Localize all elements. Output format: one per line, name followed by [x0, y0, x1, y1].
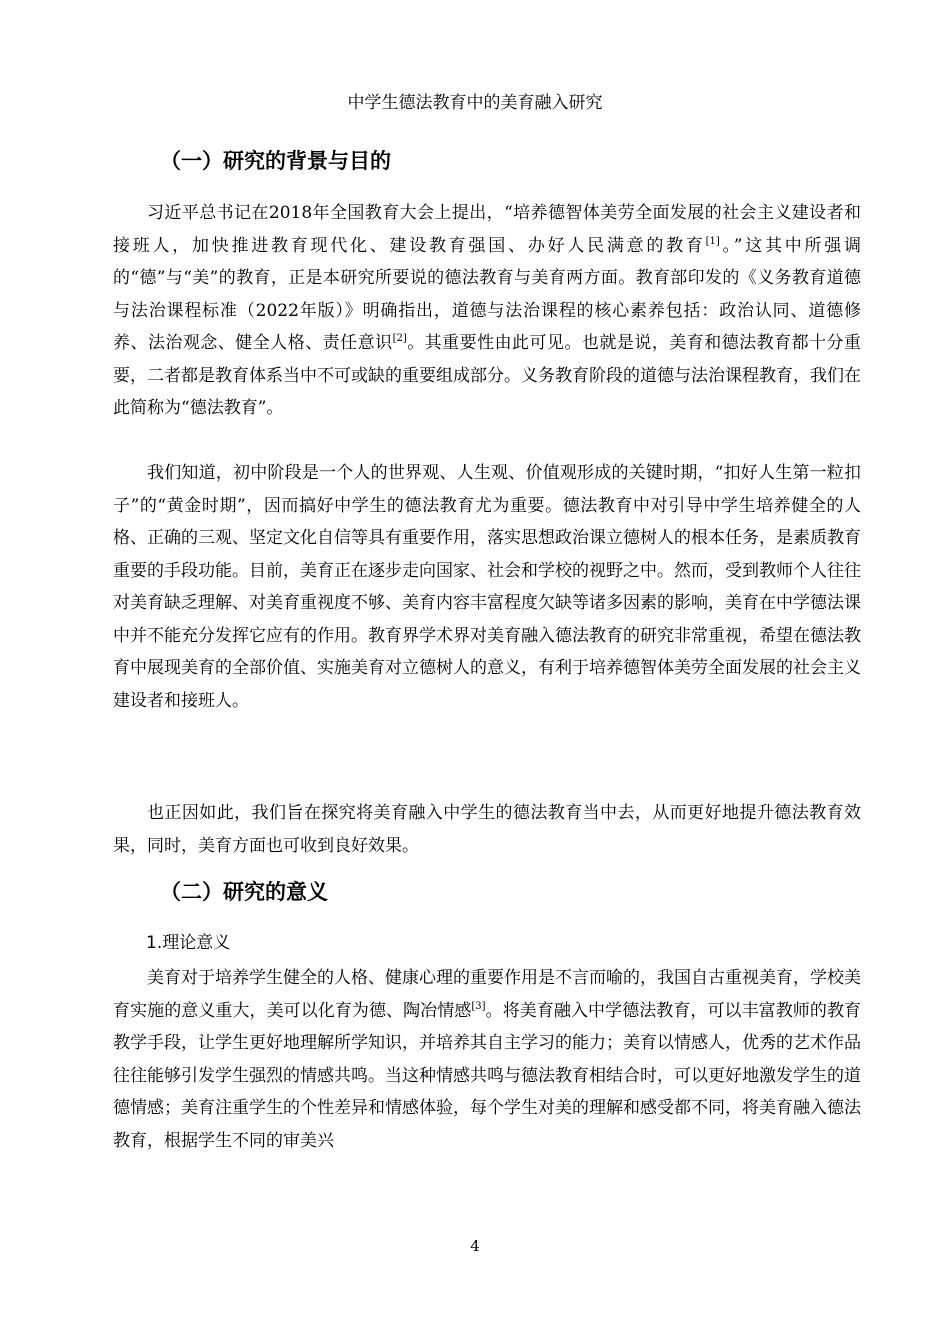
- citation-ref-2[interactable]: [2]: [392, 333, 407, 344]
- paragraph-background-1: [113, 197, 861, 425]
- paragraph-text: 。将美育融入中学德法教育，可以丰富教师的教育教学手段，让学生更好地理解所学知识，并培养其自主学习的能力；美育以情感人，优秀的艺术作品往往能够引发学生强烈的情感共鸣。当这种情感共鸣与德法教育相结合时，可以更好地激发学生的道德情感；美育注重学生的个性差异和情感体验，每个学生对美的理解和感受都不同，将美育融入德法教育，根据学生不同的审美兴: [113, 1000, 862, 1151]
- citation-ref-3[interactable]: [3]: [471, 1000, 486, 1012]
- citation-ref-1[interactable]: [1]: [705, 235, 720, 247]
- paragraph-text: 。其重要性由此可见。也就是说，美育和德法教育都十分重要，二者都是教育体系当中不可或缺的重要组成部分。义务教育阶段的道德与法治课程教育，我们在此简称为“德法教育”。: [113, 333, 862, 418]
- paragraph-text: 。”这其中所强调的“德”与“美”的教育，正是本研究所要说的德法教育与美育两方面。教育部印发的《义务教育道德与法治课程标准（2022年版）》明确指出，道德与法治课程的核心素养包括：政治认同、道德修养、法治观念、健全人格、责任意识: [113, 235, 861, 353]
- subheading-theoretical-significance: 1.理论意义: [146, 933, 231, 953]
- paragraph-text: 美育对于培养学生健全的人格、健康心理的重要作用是不言而喻的，我国自古重视美育，学校美育实施的意义重大，美可以化育为德、陶冶情感: [113, 968, 861, 1021]
- paragraph-background-3: 也正因如此，我们旨在探究将美育融入中学生的德法教育当中去，从而更好地提升德法教育效果，同时，美育方面也可收到良好效果。: [113, 803, 861, 856]
- section-heading-background: （一）研究的背景与目的: [160, 149, 391, 173]
- paragraph-text: 习近平总书记在2018年全国教育大会上提出，“培养德智体美劳全面发展的社会主义建设者和接班人，加快推进教育现代化、建设教育强国、办好人民满意的教育: [113, 203, 861, 256]
- section-heading-significance: （二）研究的意义: [160, 880, 328, 904]
- paragraph-theoretical-significance: [113, 962, 861, 1157]
- page-number: 4: [470, 1237, 480, 1255]
- page-header-title: 中学生德法教育中的美育融入研究: [347, 93, 603, 113]
- paragraph-background-2: 我们知道，初中阶段是一个人的世界观、人生观、价值观形成的关键时期，“扣好人生第一粒扣子”的“黄金时期”，因而搞好中学生的德法教育尤为重要。德法教育中对引导中学生培养健全的人格、正确的三观、坚定文化自信等具有重要作用，落实思想政治课立德树人的根本任务，是素质教育重要的手段功能。目前，美育正在逐步走向国家、社会和学校的视野之中。然而，受到教师个人往往对美育缺乏理解、对美育重视度不够、美育内容丰富程度欠缺等诸多因素的影响，美育在中学德法课中并不能充分发挥它应有的作用。教育界学术界对美育融入德法教育的研究非常重视，希望在德法教育中展现美育的全部价值、实施美育对立德树人的意义，有利于培养德智体美劳全面发展的社会主义建设者和接班人。: [113, 463, 861, 711]
